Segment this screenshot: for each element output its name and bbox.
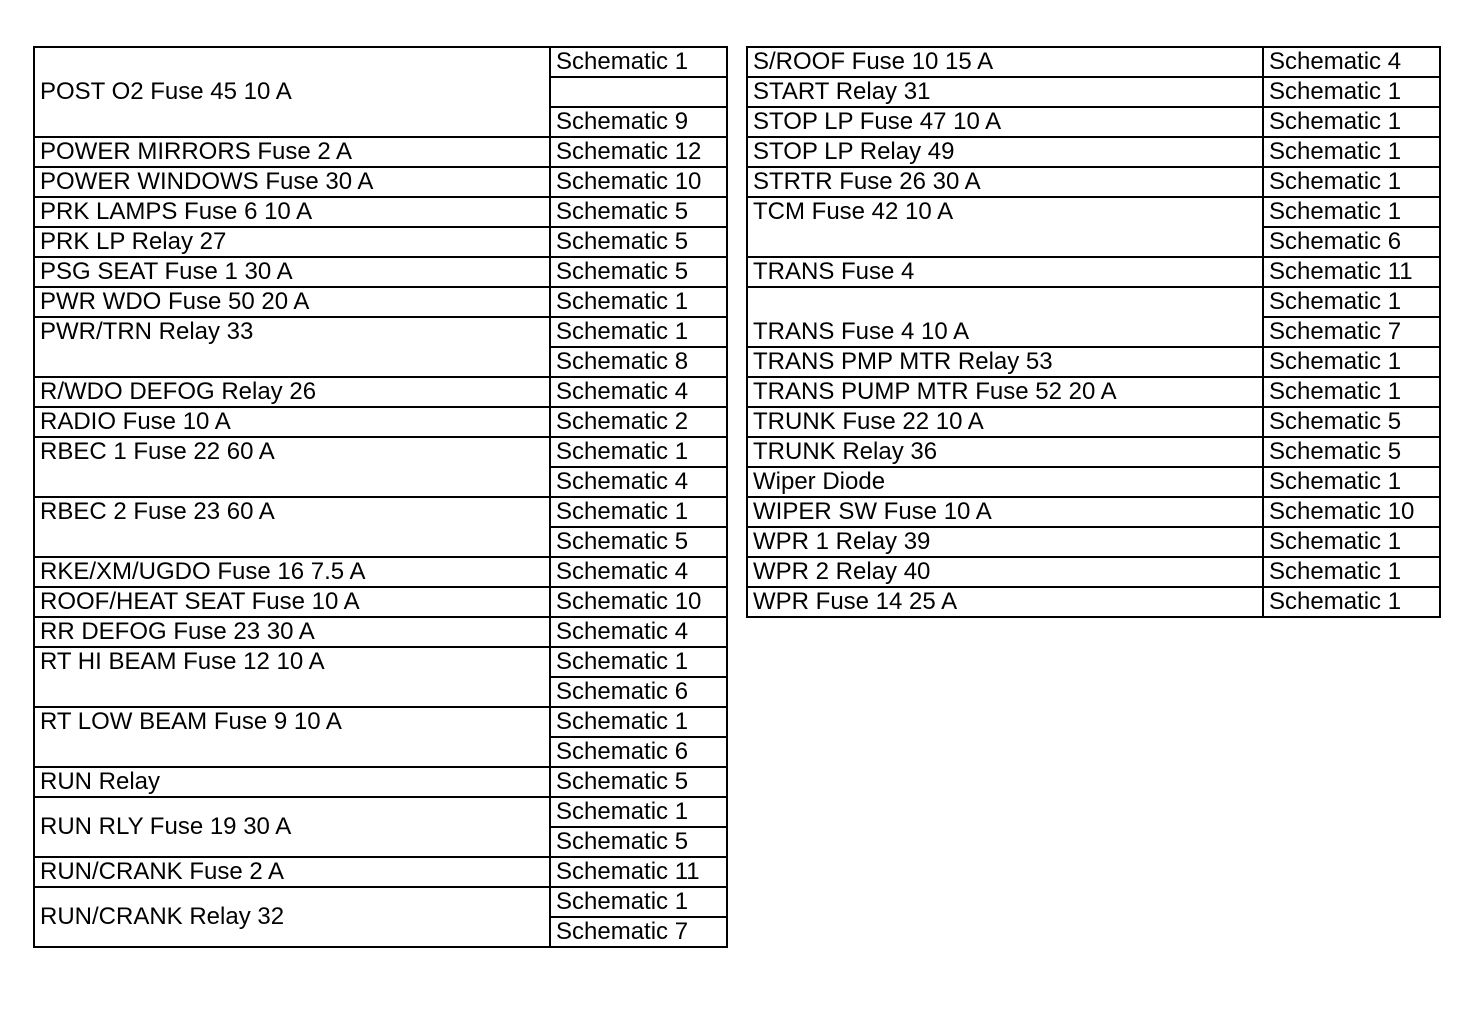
schematic-ref-cell: Schematic 4 (550, 617, 727, 647)
schematic-ref-cell: Schematic 5 (1263, 437, 1440, 467)
component-name-cell: RR DEFOG Fuse 23 30 A (34, 617, 550, 647)
schematic-ref-cell: Schematic 5 (1263, 407, 1440, 437)
table-row (34, 707, 727, 737)
table-row (747, 77, 1440, 107)
schematic-ref-cell: Schematic 10 (550, 167, 727, 197)
component-name-cell: RADIO Fuse 10 A (34, 407, 550, 437)
schematic-ref-cell: Schematic 1 (1263, 347, 1440, 377)
schematic-ref-cell: Schematic 1 (1263, 557, 1440, 587)
component-name-cell: TRANS Fuse 4 10 A (747, 287, 1263, 347)
table-row (34, 407, 727, 437)
component-name-cell: STOP LP Relay 49 (747, 137, 1263, 167)
schematic-ref-cell: Schematic 11 (550, 857, 727, 887)
table-row (747, 167, 1440, 197)
table-row (34, 557, 727, 587)
schematic-ref-cell: Schematic 1 (1263, 287, 1440, 317)
schematic-ref-cell: Schematic 12 (550, 137, 727, 167)
component-name-cell: RUN Relay (34, 767, 550, 797)
component-name-cell: WPR 2 Relay 40 (747, 557, 1263, 587)
schematic-ref-cell: Schematic 1 (1263, 77, 1440, 107)
table-row (34, 797, 727, 827)
schematic-ref-cell: Schematic 5 (550, 767, 727, 797)
right-index-table (746, 46, 1441, 618)
table-row (34, 767, 727, 797)
component-name-cell: TRANS PMP MTR Relay 53 (747, 347, 1263, 377)
table-row (34, 377, 727, 407)
right-table-body (747, 47, 1440, 617)
component-name-cell: TRANS Fuse 4 (747, 257, 1263, 287)
table-row (747, 197, 1440, 227)
schematic-ref-cell: Schematic 1 (550, 707, 727, 737)
schematic-ref-cell: Schematic 4 (1263, 47, 1440, 77)
component-name-cell: S/ROOF Fuse 10 15 A (747, 47, 1263, 77)
table-row (34, 167, 727, 197)
table-row (34, 197, 727, 227)
table-row (34, 887, 727, 917)
table-row (34, 857, 727, 887)
schematic-ref-cell: Schematic 4 (550, 557, 727, 587)
schematic-ref-cell: Schematic 1 (550, 497, 727, 527)
component-name-cell: WIPER SW Fuse 10 A (747, 497, 1263, 527)
table-row (747, 377, 1440, 407)
component-name-cell: STOP LP Fuse 47 10 A (747, 107, 1263, 137)
table-row (747, 107, 1440, 137)
component-name-cell: RUN/CRANK Relay 32 (34, 887, 550, 947)
component-name-cell: TRANS PUMP MTR Fuse 52 20 A (747, 377, 1263, 407)
schematic-ref-cell: Schematic 11 (1263, 257, 1440, 287)
component-name-cell: TCM Fuse 42 10 A (747, 197, 1263, 257)
schematic-ref-cell: Schematic 1 (550, 887, 727, 917)
table-row (747, 347, 1440, 377)
schematic-ref-cell: Schematic 1 (1263, 527, 1440, 557)
component-name-cell: RBEC 2 Fuse 23 60 A (34, 497, 550, 557)
table-row (34, 617, 727, 647)
schematic-ref-cell: Schematic 1 (550, 287, 727, 317)
component-name-cell: RT LOW BEAM Fuse 9 10 A (34, 707, 550, 767)
left-table-body (34, 47, 727, 947)
schematic-ref-cell: Schematic 2 (550, 407, 727, 437)
component-name-cell: PRK LP Relay 27 (34, 227, 550, 257)
component-name-cell: PWR WDO Fuse 50 20 A (34, 287, 550, 317)
table-row (34, 437, 727, 467)
schematic-ref-cell: Schematic 1 (1263, 197, 1440, 227)
schematic-ref-cell: Schematic 1 (1263, 377, 1440, 407)
schematic-ref-cell: Schematic 1 (550, 437, 727, 467)
component-name-cell: POWER MIRRORS Fuse 2 A (34, 137, 550, 167)
schematic-ref-cell: Schematic 6 (1263, 227, 1440, 257)
table-row (34, 587, 727, 617)
component-name-cell: WPR Fuse 14 25 A (747, 587, 1263, 617)
table-row (747, 407, 1440, 437)
component-name-cell: RKE/XM/UGDO Fuse 16 7.5 A (34, 557, 550, 587)
schematic-ref-cell: Schematic 1 (1263, 587, 1440, 617)
component-name-cell: PRK LAMPS Fuse 6 10 A (34, 197, 550, 227)
schematic-ref-cell: Schematic 1 (1263, 107, 1440, 137)
schematic-ref-cell (550, 77, 727, 107)
component-name-cell: PWR/TRN Relay 33 (34, 317, 550, 377)
left-index-table (33, 46, 728, 948)
component-name-cell: WPR 1 Relay 39 (747, 527, 1263, 557)
schematic-ref-cell: Schematic 8 (550, 347, 727, 377)
table-row (34, 137, 727, 167)
component-name-cell: START Relay 31 (747, 77, 1263, 107)
schematic-ref-cell: Schematic 1 (550, 647, 727, 677)
table-row (747, 287, 1440, 317)
table-row (747, 257, 1440, 287)
schematic-ref-cell: Schematic 10 (550, 587, 727, 617)
schematic-ref-cell: Schematic 4 (550, 377, 727, 407)
schematic-ref-cell: Schematic 6 (550, 737, 727, 767)
table-row (747, 437, 1440, 467)
table-row (34, 257, 727, 287)
table-row (747, 47, 1440, 77)
table-row (34, 647, 727, 677)
schematic-ref-cell: Schematic 1 (550, 47, 727, 77)
table-row (747, 557, 1440, 587)
component-name-cell: R/WDO DEFOG Relay 26 (34, 377, 550, 407)
table-row (34, 227, 727, 257)
schematic-ref-cell: Schematic 5 (550, 197, 727, 227)
schematic-ref-cell: Schematic 5 (550, 527, 727, 557)
schematic-ref-cell: Schematic 9 (550, 107, 727, 137)
table-row (34, 47, 727, 77)
schematic-ref-cell: Schematic 1 (1263, 467, 1440, 497)
component-name-cell: RUN/CRANK Fuse 2 A (34, 857, 550, 887)
schematic-ref-cell: Schematic 5 (550, 257, 727, 287)
table-row (747, 587, 1440, 617)
component-name-cell: Wiper Diode (747, 467, 1263, 497)
schematic-ref-cell: Schematic 7 (550, 917, 727, 947)
table-row (747, 137, 1440, 167)
component-name-cell: RBEC 1 Fuse 22 60 A (34, 437, 550, 497)
schematic-ref-cell: Schematic 5 (550, 227, 727, 257)
schematic-ref-cell: Schematic 1 (1263, 167, 1440, 197)
schematic-ref-cell: Schematic 10 (1263, 497, 1440, 527)
component-name-cell: PSG SEAT Fuse 1 30 A (34, 257, 550, 287)
component-name-cell: RUN RLY Fuse 19 30 A (34, 797, 550, 857)
schematic-ref-cell: Schematic 1 (550, 797, 727, 827)
schematic-ref-cell: Schematic 7 (1263, 317, 1440, 347)
table-row (747, 497, 1440, 527)
component-name-cell: TRUNK Relay 36 (747, 437, 1263, 467)
table-row (34, 317, 727, 347)
schematic-ref-cell: Schematic 1 (1263, 137, 1440, 167)
component-name-cell: STRTR Fuse 26 30 A (747, 167, 1263, 197)
table-row (747, 467, 1440, 497)
component-name-cell: TRUNK Fuse 22 10 A (747, 407, 1263, 437)
table-row (34, 497, 727, 527)
component-name-cell: RT HI BEAM Fuse 12 10 A (34, 647, 550, 707)
component-name-cell: ROOF/HEAT SEAT Fuse 10 A (34, 587, 550, 617)
schematic-ref-cell: Schematic 1 (550, 317, 727, 347)
table-row (747, 527, 1440, 557)
component-name-cell: POWER WINDOWS Fuse 30 A (34, 167, 550, 197)
component-name-cell: POST O2 Fuse 45 10 A (34, 47, 550, 137)
schematic-ref-cell: Schematic 4 (550, 467, 727, 497)
schematic-ref-cell: Schematic 5 (550, 827, 727, 857)
table-row (34, 287, 727, 317)
schematic-ref-cell: Schematic 6 (550, 677, 727, 707)
